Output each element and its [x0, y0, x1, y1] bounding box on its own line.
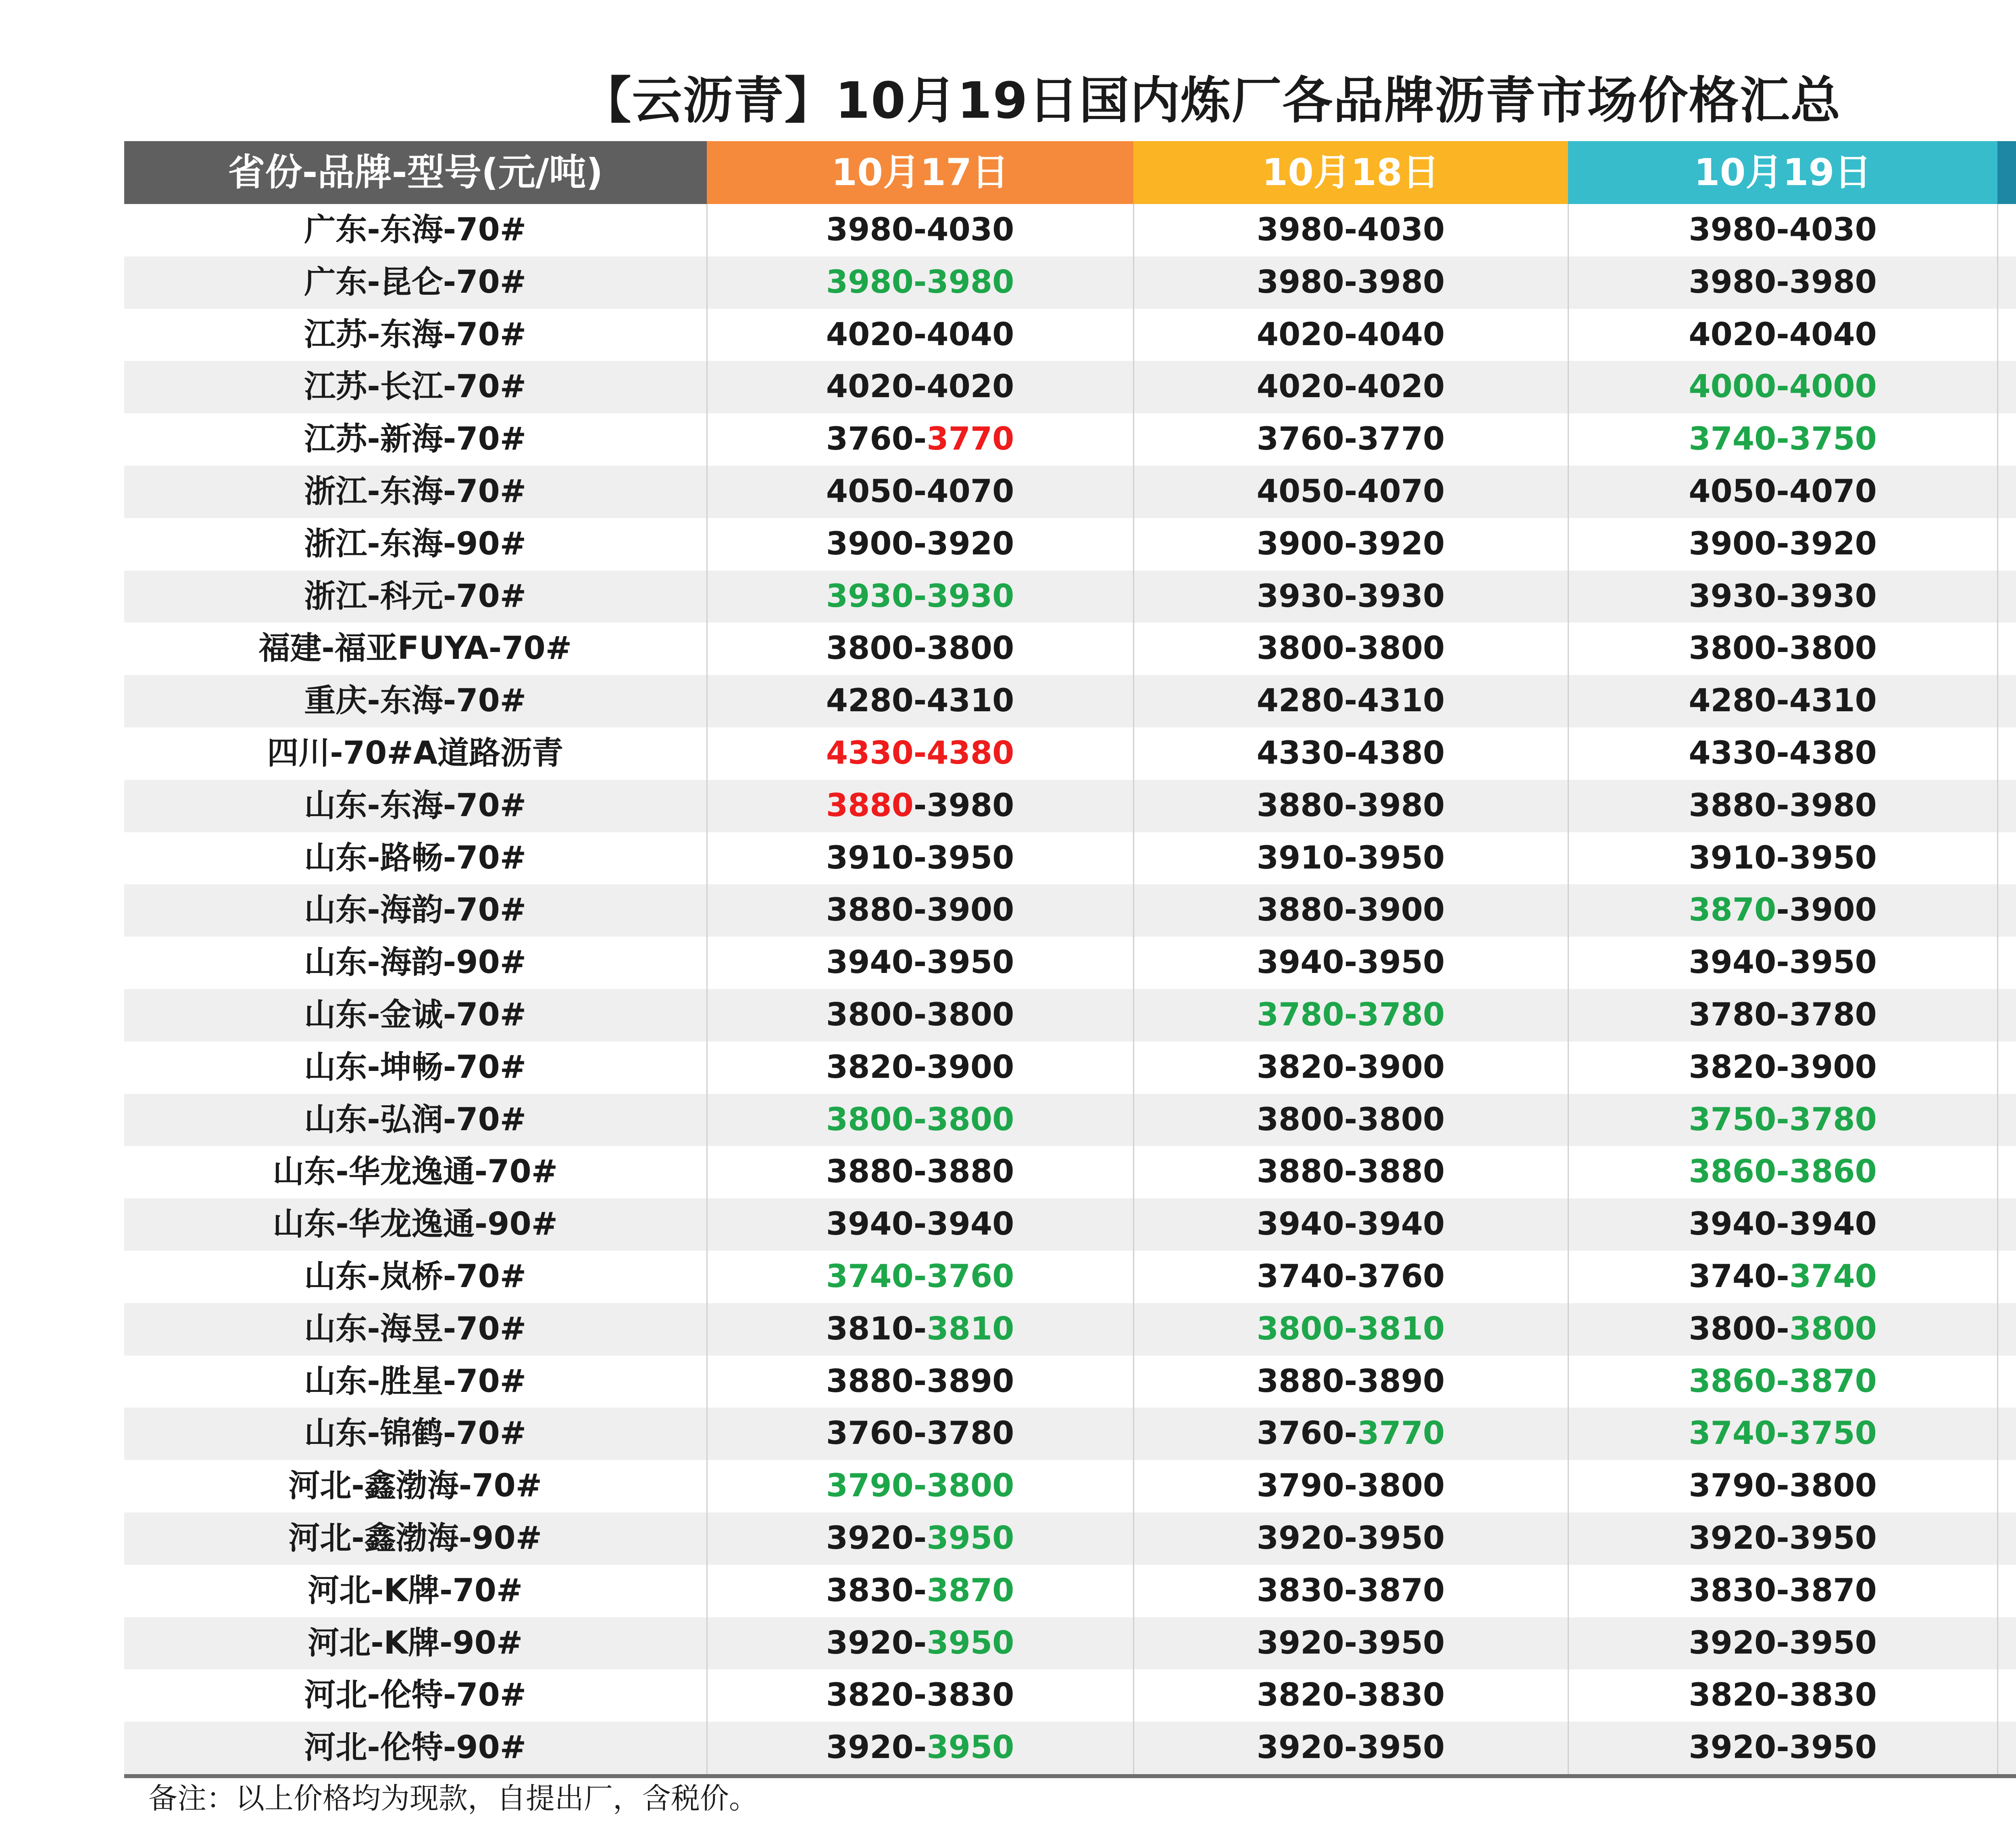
price-oct18: [1133, 675, 1568, 727]
price-change: [1997, 780, 2016, 832]
product-name: 河北-鑫渤海-90#: [124, 1512, 707, 1565]
price-oct17: [707, 256, 1133, 309]
price-segment: 4280-4310: [1256, 683, 1445, 719]
price-oct19: [1568, 1146, 1997, 1198]
price-oct18: [1133, 1565, 1568, 1617]
price-segment: 3790-3800: [1256, 1468, 1445, 1504]
product-name: 河北-K牌-90#: [124, 1617, 707, 1670]
price-segment: 3760-: [826, 421, 927, 458]
price-oct19: [1568, 1565, 1997, 1617]
price-change: [1997, 571, 2016, 623]
price-oct17: [707, 466, 1133, 518]
product-name: 山东-胜星-70#: [304, 1363, 527, 1400]
price-table: [124, 141, 2016, 1778]
price-change: [1997, 727, 2016, 780]
price-segment: 3830-: [826, 1572, 927, 1609]
price-oct18: [1133, 832, 1568, 885]
price-oct18: [1133, 1303, 1568, 1356]
price-oct19: [1568, 1460, 1997, 1512]
price-segment: 3750-3780: [1689, 1101, 1877, 1138]
price-oct19: [1568, 1408, 1997, 1460]
price-oct18: [1133, 1722, 1568, 1776]
price-segment: 4020-4040: [1689, 316, 1877, 353]
price-oct18: [1133, 518, 1568, 571]
price-segment: 3800-3800: [1689, 630, 1877, 667]
price-segment: 3820-3830: [1689, 1677, 1877, 1714]
price-segment: 3820-3900: [826, 1049, 1014, 1085]
price-segment: 3880-3900: [826, 892, 1014, 929]
product-name: 江苏-长江-70#: [124, 361, 707, 413]
price-oct17: [707, 1094, 1133, 1146]
table-row: [124, 1669, 2016, 1722]
price-oct17: [707, 1408, 1133, 1460]
price-change: [1997, 1303, 2016, 1356]
price-oct17: [707, 204, 1133, 256]
product-name: 广东-东海-70#: [304, 212, 527, 248]
price-segment: 3920-3950: [1256, 1520, 1445, 1556]
price-oct17: [707, 989, 1133, 1041]
table-row: [124, 571, 2016, 623]
product-name: 江苏-新海-70#: [304, 421, 527, 458]
price-oct18: [1133, 1356, 1568, 1408]
price-segment: 3820-3900: [1689, 1049, 1877, 1085]
price-change: [1997, 1146, 2016, 1198]
price-segment: 3920-3950: [1689, 1520, 1877, 1556]
table-row: [124, 1198, 2016, 1251]
price-segment: 3950: [927, 1729, 1014, 1766]
price-oct18: [1133, 1512, 1568, 1565]
price-segment: 4330-4380: [826, 735, 1014, 771]
price-oct17: [707, 1565, 1133, 1617]
price-segment: 3920-3950: [1256, 1625, 1445, 1661]
price-segment: 3820-3830: [1256, 1677, 1445, 1714]
product-name: 山东-海昱-70#: [124, 1303, 707, 1356]
price-oct19: [1568, 1094, 1997, 1146]
price-oct19: [1568, 1617, 1997, 1670]
price-oct18: [1133, 256, 1568, 309]
footnote: 备注：以上价格均为现款，自提出厂，含税价。: [148, 1781, 758, 1815]
table-row: [124, 832, 2016, 885]
product-name: 江苏-东海-70#: [304, 316, 527, 353]
price-oct19: [1568, 832, 1997, 885]
price-segment: 3880-3890: [1256, 1363, 1445, 1400]
price-oct19: [1568, 1669, 1997, 1722]
header-oct18: 10月18日: [1133, 141, 1568, 204]
price-change: [1997, 937, 2016, 989]
price-segment: 3800-3800: [1256, 1101, 1445, 1138]
price-change: [1997, 1460, 2016, 1512]
price-oct19: [1568, 884, 1997, 937]
price-oct18: [1133, 1617, 1568, 1670]
price-segment: 4330-4380: [1256, 735, 1445, 771]
price-change: [1997, 1408, 2016, 1460]
price-segment: 3900-3920: [826, 525, 1014, 562]
product-name: 浙江-东海-70#: [124, 466, 707, 518]
price-segment: 3760-: [1256, 1415, 1358, 1452]
price-oct17: [707, 1356, 1133, 1408]
price-oct18: [1133, 780, 1568, 832]
price-segment: 3800-3800: [826, 1101, 1014, 1138]
price-oct19: [1568, 204, 1997, 256]
price-change: [1997, 1669, 2016, 1722]
price-oct17: [707, 1041, 1133, 1094]
price-segment: 3880-3900: [1256, 892, 1445, 929]
price-segment: 3740-: [1689, 1258, 1789, 1295]
price-change: [1997, 204, 2016, 256]
table-row: [124, 780, 2016, 832]
price-oct19: [1568, 1251, 1997, 1303]
price-oct18: [1133, 571, 1568, 623]
price-oct17: [707, 884, 1133, 937]
price-oct19: [1568, 675, 1997, 727]
price-segment: 3760-3770: [1256, 421, 1445, 458]
price-segment: 3980-3980: [1689, 264, 1877, 300]
price-segment: 3760-3780: [826, 1415, 1014, 1452]
price-segment: 3980-4030: [1256, 212, 1445, 248]
price-segment: 4050-4070: [826, 473, 1014, 510]
price-segment: 3920-3950: [1689, 1729, 1877, 1766]
table-row: [124, 518, 2016, 571]
table-row: [124, 1094, 2016, 1146]
price-segment: 3800-3800: [826, 996, 1014, 1033]
price-segment: 3880: [826, 787, 914, 824]
price-segment: 3940-3950: [826, 944, 1014, 981]
price-oct17: [707, 623, 1133, 675]
price-oct18: [1133, 1198, 1568, 1251]
price-segment: 3940-3940: [1689, 1206, 1877, 1243]
price-segment: 3800-: [1689, 1310, 1789, 1347]
price-oct19: [1568, 727, 1997, 780]
table-row: [124, 1460, 2016, 1512]
price-segment: 3940-3950: [1256, 944, 1445, 981]
price-segment: 4000-4000: [1689, 369, 1877, 405]
price-change: [1997, 1041, 2016, 1094]
price-segment: 3740-3750: [1689, 1415, 1877, 1452]
price-segment: 3880-3980: [1256, 787, 1445, 824]
price-segment: 3910-3950: [1256, 839, 1445, 876]
price-segment: 3880-3880: [1256, 1154, 1445, 1190]
product-name: 山东-华龙逸通-90#: [124, 1198, 707, 1251]
product-name: 山东-岚桥-70#: [304, 1258, 527, 1295]
price-segment: 3770: [927, 421, 1014, 458]
price-oct17: [707, 937, 1133, 989]
table-row: [124, 989, 2016, 1041]
price-segment: 3820-3830: [826, 1677, 1014, 1714]
table-row: [124, 204, 2016, 256]
product-name: 山东-华龙逸通-70#: [273, 1154, 558, 1190]
price-oct18: [1133, 204, 1568, 256]
product-name: 山东-金诚-70#: [124, 989, 707, 1041]
price-change: [1997, 675, 2016, 727]
price-oct18: [1133, 1146, 1568, 1198]
price-segment: 3920-3950: [1256, 1729, 1445, 1766]
price-segment: 3940-3950: [1689, 944, 1877, 981]
price-change: [1997, 1094, 2016, 1146]
product-name: 河北-伦特-70#: [304, 1677, 527, 1714]
price-oct19: [1568, 1356, 1997, 1408]
price-change: [1997, 256, 2016, 309]
price-change: [1997, 361, 2016, 413]
price-segment: 3980-4030: [1689, 212, 1877, 248]
price-oct18: [1133, 1408, 1568, 1460]
price-oct17: [707, 361, 1133, 413]
price-oct19: [1568, 518, 1997, 571]
price-segment: 3780-3780: [1689, 996, 1877, 1033]
price-oct19: [1568, 989, 1997, 1041]
price-oct17: [707, 1146, 1133, 1198]
product-name: 山东-坤畅-70#: [304, 1049, 527, 1085]
price-oct19: [1568, 361, 1997, 413]
product-name: 山东-弘润-70#: [124, 1094, 707, 1146]
product-name: 浙江-东海-90#: [304, 525, 527, 562]
price-segment: 3770: [1357, 1415, 1445, 1452]
price-segment: 3800-3800: [826, 630, 1014, 667]
price-change: [1997, 1722, 2016, 1776]
price-segment: 4280-4310: [1689, 683, 1877, 719]
price-oct17: [707, 413, 1133, 466]
price-segment: 3830-3870: [1689, 1572, 1877, 1609]
table-row: [124, 675, 2016, 727]
price-change: [1997, 413, 2016, 466]
price-segment: 3870: [1689, 892, 1776, 929]
product-name: 福建-福亚FUYA-70#: [258, 630, 572, 667]
product-name: 山东-东海-70#: [124, 780, 707, 832]
price-segment: 3880-3890: [826, 1363, 1014, 1400]
price-oct19: [1568, 309, 1997, 361]
product-name: 河北-伦特-90#: [124, 1722, 707, 1776]
price-oct17: [707, 780, 1133, 832]
price-segment: 3950: [927, 1520, 1014, 1556]
header-oct17: 10月17日: [707, 141, 1133, 204]
table-row: [124, 1303, 2016, 1356]
price-segment: 4330-4380: [1689, 735, 1877, 771]
price-segment: 3790-3800: [1689, 1468, 1877, 1504]
price-segment: 3860-3860: [1689, 1154, 1877, 1190]
product-name: 山东-路畅-70#: [304, 839, 527, 876]
product-name: 重庆-东海-70#: [124, 675, 707, 727]
price-segment: 3980-3980: [1256, 264, 1445, 300]
price-oct17: [707, 1251, 1133, 1303]
header-row: [124, 141, 2016, 204]
price-oct17: [707, 1460, 1133, 1512]
price-oct17: [707, 518, 1133, 571]
price-segment: 4020-4020: [1256, 369, 1445, 405]
price-change: [1997, 466, 2016, 518]
page-title: 【云沥青】10月19日国内炼厂各品牌沥青市场价格汇总: [581, 72, 1841, 130]
price-segment: 3810: [927, 1310, 1014, 1347]
price-oct18: [1133, 1251, 1568, 1303]
price-oct19: [1568, 780, 1997, 832]
table-row: [124, 413, 2016, 466]
price-oct17: [707, 727, 1133, 780]
price-segment: 3930-3930: [1689, 578, 1877, 614]
price-segment: 3900-3920: [1256, 525, 1445, 562]
price-segment: 3880-3980: [1689, 787, 1877, 824]
price-segment: 3830-3870: [1256, 1572, 1445, 1609]
price-segment: 3740-3760: [826, 1258, 1014, 1295]
price-oct17: [707, 571, 1133, 623]
price-segment: 3940-3940: [826, 1206, 1014, 1243]
price-oct19: [1568, 1722, 1997, 1776]
price-segment: 3800-3810: [1256, 1310, 1445, 1347]
table-row: [124, 1356, 2016, 1408]
product-name: 山东-锦鹤-70#: [124, 1408, 707, 1460]
price-segment: 4020-4020: [826, 369, 1014, 405]
price-oct18: [1133, 466, 1568, 518]
price-segment: 3950: [927, 1625, 1014, 1661]
price-oct18: [1133, 623, 1568, 675]
price-segment: 3980-3980: [826, 264, 1014, 300]
price-change: [1997, 1512, 2016, 1565]
product-name: 山东-海韵-70#: [124, 884, 707, 937]
price-oct19: [1568, 1512, 1997, 1565]
price-oct19: [1568, 466, 1997, 518]
price-segment: 3800-3800: [1256, 630, 1445, 667]
header-change: [1997, 141, 2016, 204]
price-change: [1997, 1198, 2016, 1251]
price-segment: 3920-: [826, 1625, 927, 1661]
table-row: [124, 1041, 2016, 1094]
price-segment: -3980: [913, 787, 1014, 824]
table-row: [124, 623, 2016, 675]
price-segment: 3860-3870: [1689, 1363, 1877, 1400]
price-oct19: [1568, 1198, 1997, 1251]
price-segment: 3790-3800: [826, 1468, 1014, 1504]
table-row: [124, 1251, 2016, 1303]
price-segment: 3740-3760: [1256, 1258, 1445, 1295]
price-segment: 4020-4040: [826, 316, 1014, 353]
table-row: [124, 361, 2016, 413]
product-name: 四川-70#A道路沥青: [267, 735, 564, 771]
price-change: [1997, 1617, 2016, 1670]
price-oct18: [1133, 937, 1568, 989]
price-oct18: [1133, 413, 1568, 466]
price-oct19: [1568, 256, 1997, 309]
price-oct17: [707, 1669, 1133, 1722]
price-oct19: [1568, 1303, 1997, 1356]
table-row: [124, 884, 2016, 937]
price-segment: 4050-4070: [1689, 473, 1877, 510]
price-segment: 3800: [1789, 1310, 1877, 1347]
header-oct19: 10月19日: [1568, 141, 1997, 204]
price-oct17: [707, 1722, 1133, 1776]
table-row: [124, 727, 2016, 780]
table-row: [124, 1146, 2016, 1198]
price-oct19: [1568, 571, 1997, 623]
price-change: [1997, 1356, 2016, 1408]
price-oct19: [1568, 413, 1997, 466]
price-change: [1997, 309, 2016, 361]
price-change: [1997, 832, 2016, 885]
price-change: [1997, 884, 2016, 937]
price-segment: 3940-3940: [1256, 1206, 1445, 1243]
price-oct18: [1133, 309, 1568, 361]
price-change: [1997, 989, 2016, 1041]
price-segment: 3740-3750: [1689, 421, 1877, 458]
price-oct18: [1133, 1041, 1568, 1094]
price-change: [1997, 1565, 2016, 1617]
table-row: [124, 256, 2016, 309]
price-oct18: [1133, 1460, 1568, 1512]
product-name: 广东-昆仑-70#: [124, 256, 707, 309]
price-segment: 3880-3880: [826, 1154, 1014, 1190]
price-change: [1997, 1251, 2016, 1303]
table-row: [124, 937, 2016, 989]
price-segment: 3870: [927, 1572, 1014, 1609]
price-segment: 3920-: [826, 1520, 927, 1556]
price-oct17: [707, 1198, 1133, 1251]
price-oct17: [707, 1512, 1133, 1565]
product-name: 河北-K牌-70#: [308, 1572, 523, 1609]
price-segment: 3930-3930: [826, 578, 1014, 614]
price-oct18: [1133, 361, 1568, 413]
price-oct18: [1133, 884, 1568, 937]
table-row: [124, 1565, 2016, 1617]
price-oct18: [1133, 1094, 1568, 1146]
price-segment: 3920-3950: [1689, 1625, 1877, 1661]
price-segment: 3930-3930: [1256, 578, 1445, 614]
price-segment: 3910-3950: [1689, 839, 1877, 876]
header-product: 省份-品牌-型号(元/吨): [124, 141, 707, 204]
price-segment: 3920-: [826, 1729, 927, 1766]
table-row: [124, 1512, 2016, 1565]
price-change: [1997, 518, 2016, 571]
table-row: [124, 309, 2016, 361]
price-segment: 3780-3780: [1256, 996, 1445, 1033]
price-segment: -3900: [1776, 892, 1877, 929]
product-name: 山东-海韵-90#: [304, 944, 527, 981]
price-segment: 3910-3950: [826, 839, 1014, 876]
price-oct17: [707, 675, 1133, 727]
product-name: 河北-鑫渤海-70#: [288, 1468, 542, 1504]
price-segment: 3900-3920: [1689, 525, 1877, 562]
table-row: [124, 1617, 2016, 1670]
table-row: [124, 1722, 2016, 1776]
table-row: [124, 1408, 2016, 1460]
price-segment: 3810-: [826, 1310, 927, 1347]
price-segment: 3740: [1789, 1258, 1877, 1295]
price-oct17: [707, 309, 1133, 361]
price-segment: 4280-4310: [826, 683, 1014, 719]
price-oct19: [1568, 623, 1997, 675]
price-change: [1997, 623, 2016, 675]
price-oct17: [707, 1303, 1133, 1356]
price-oct18: [1133, 1669, 1568, 1722]
price-segment: 4050-4070: [1256, 473, 1445, 510]
table-row: [124, 466, 2016, 518]
price-segment: 3820-3900: [1256, 1049, 1445, 1085]
price-oct17: [707, 832, 1133, 885]
price-segment: 4020-4040: [1256, 316, 1445, 353]
price-oct18: [1133, 727, 1568, 780]
product-name: 浙江-科元-70#: [124, 571, 707, 623]
price-oct18: [1133, 989, 1568, 1041]
price-oct19: [1568, 937, 1997, 989]
price-segment: 3980-4030: [826, 212, 1014, 248]
price-oct17: [707, 1617, 1133, 1670]
price-oct19: [1568, 1041, 1997, 1094]
